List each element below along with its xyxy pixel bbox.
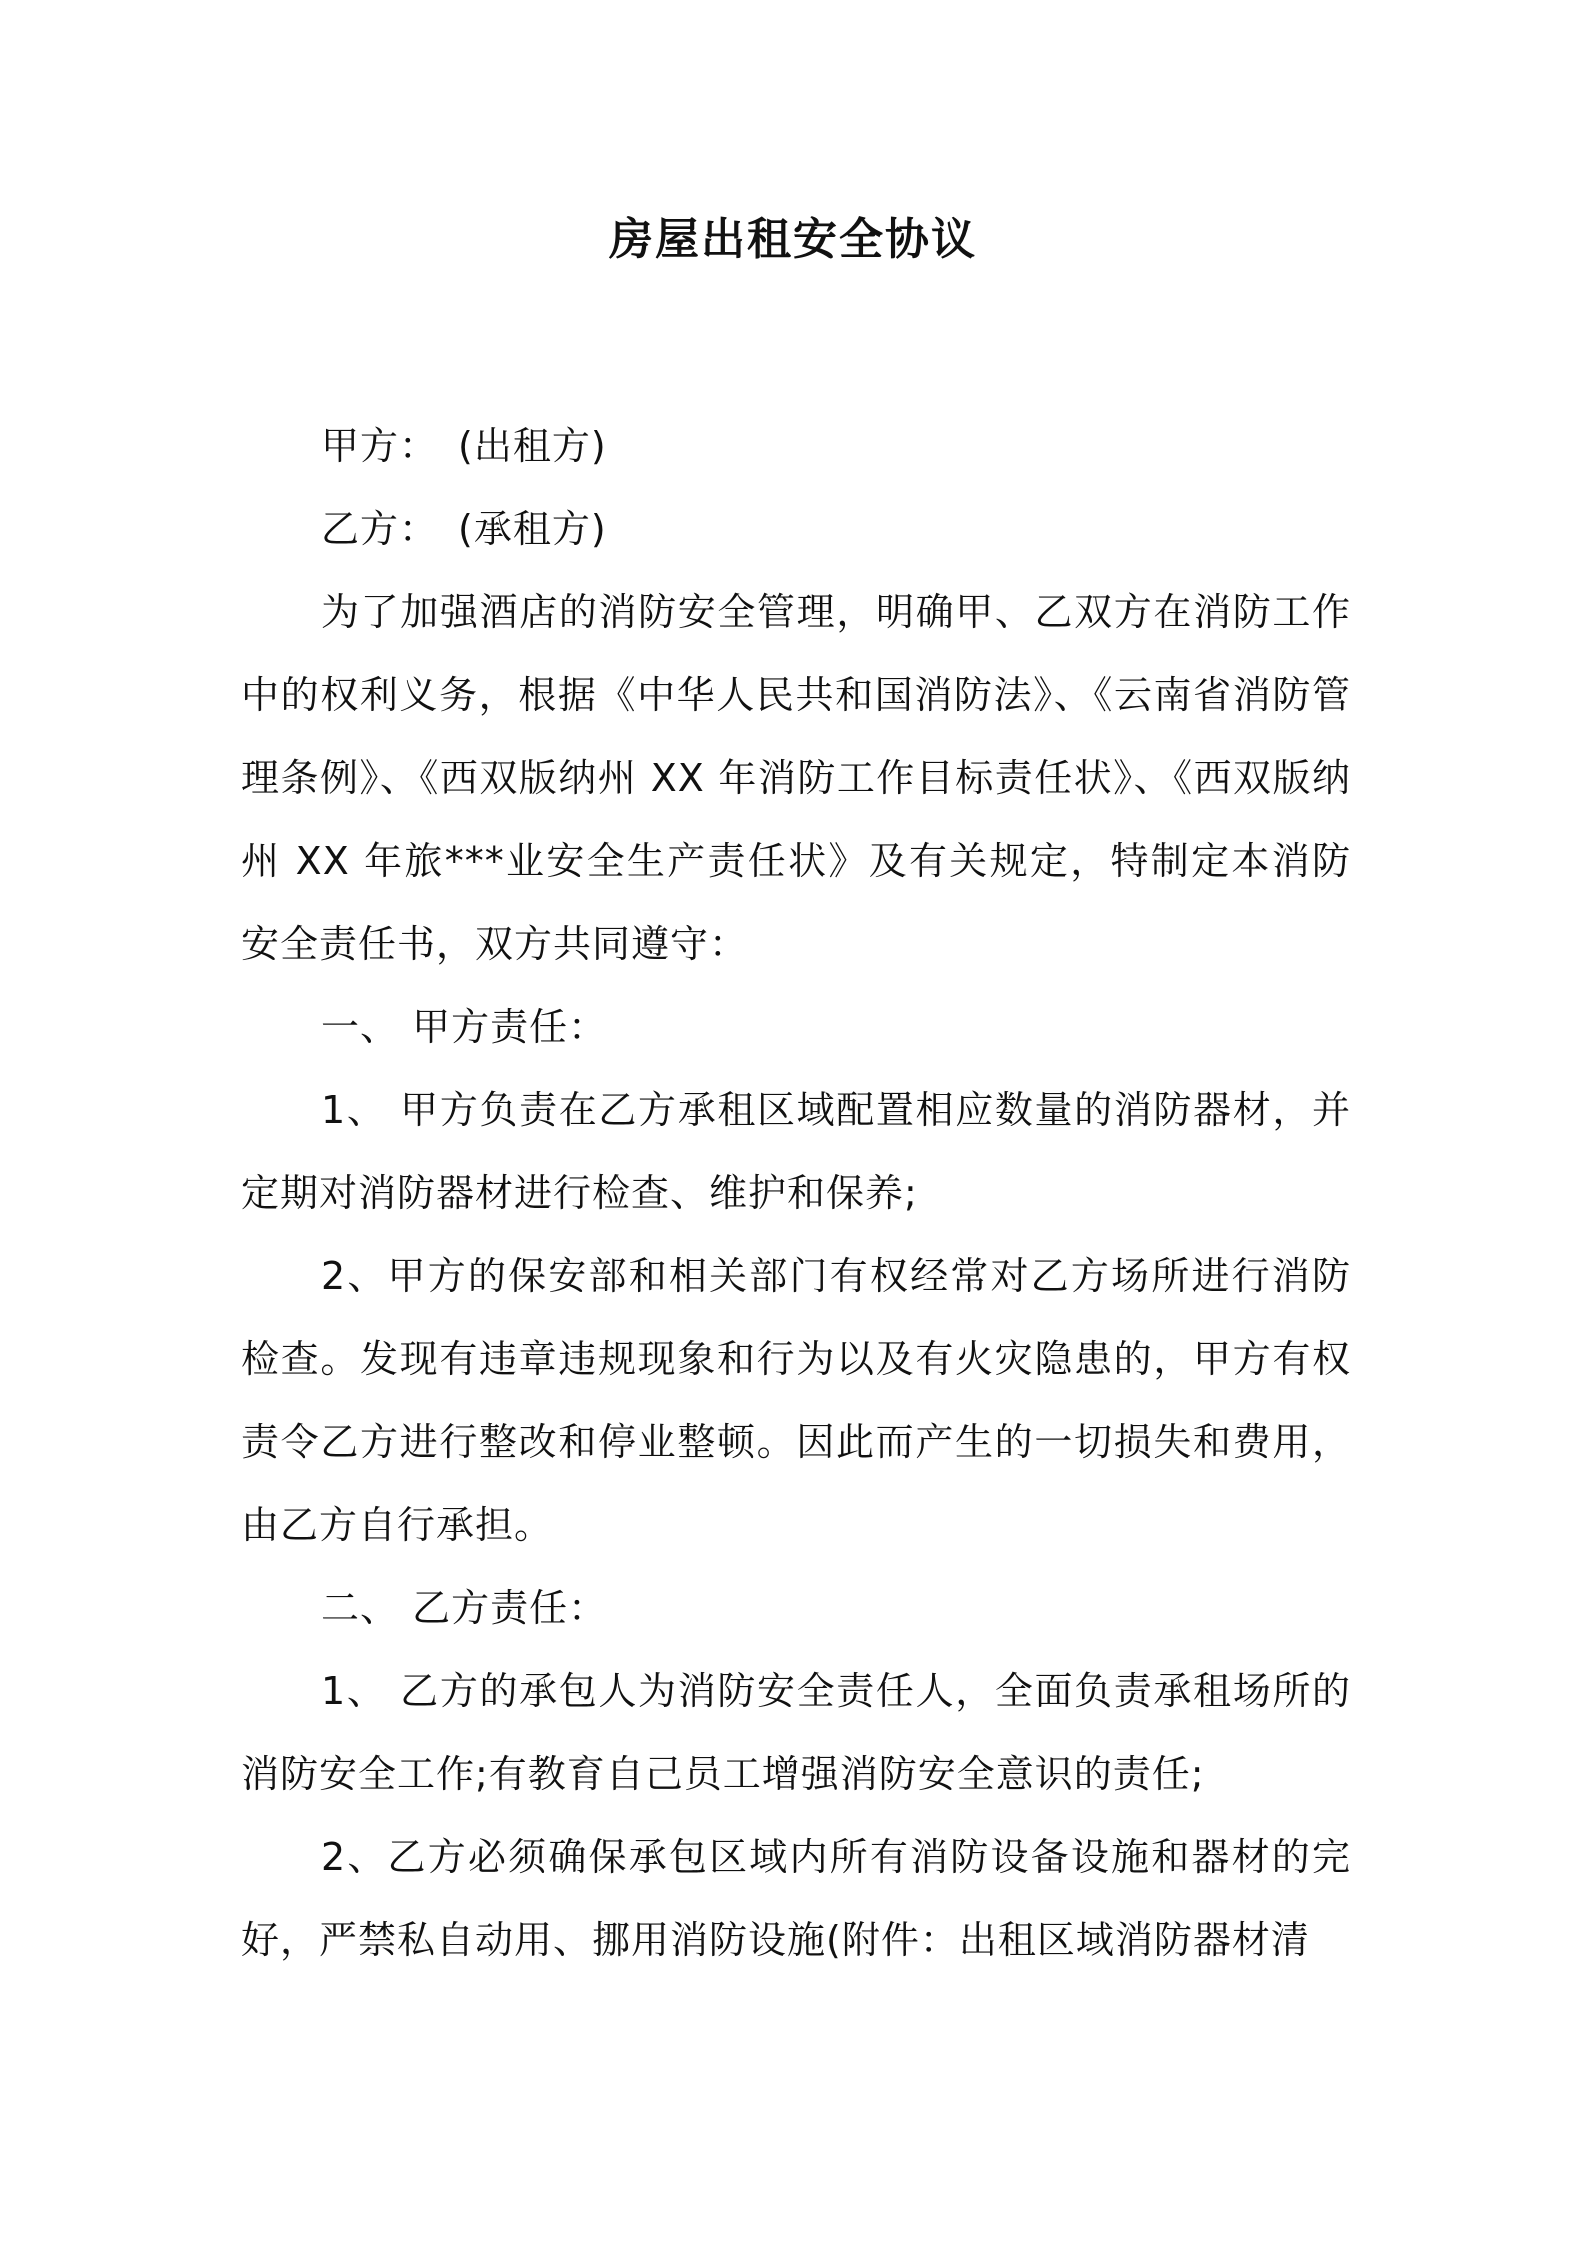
intro-paragraph: 为了加强酒店的消防安全管理，明确甲、乙双方在消防工作中的权利义务，根据《中华人民共和国消防法》、《云南省消防管理条例》、《西双版纳州 XX 年消防工作目标责任状》、《西双版纳州 XX 年旅***业安全生产责任状》及有关规定，特制定本消防安全责任书，双方共同遵守：: [241, 590, 1351, 966]
section-heading-party-a: 一、 甲方责任：: [321, 1005, 608, 1049]
clause-b1: 1、 乙方的承包人为消防安全责任人，全面负责承租场所的消防安全工作;有教育自己员工增强消防安全意识的责任;: [241, 1669, 1351, 1796]
clause-a2: 2、甲方的保安部和相关部门有权经常对乙方场所进行消防检查。发现有违章违规现象和行为以及有火灾隐患的，甲方有权责令乙方进行整改和停业整顿。因此而产生的一切损失和费用，由乙方自行承担。: [241, 1254, 1351, 1547]
clause-a1: 1、 甲方负责在乙方承租区域配置相应数量的消防器材，并定期对消防器材进行检查、维护和保养;: [241, 1088, 1351, 1215]
party-a-role: (出租方): [458, 424, 607, 468]
document-title: 房屋出租安全协议: [609, 214, 977, 265]
party-a-label: 甲方：: [321, 424, 439, 468]
party-b-label: 乙方：: [321, 507, 439, 551]
section-heading-party-b: 二、 乙方责任：: [321, 1586, 608, 1630]
party-b-role: (承租方): [458, 507, 607, 551]
clause-b2: 2、乙方必须确保承包区域内所有消防设备设施和器材的完好，严禁私自动用、挪用消防设施(附件：出租区域消防器材清: [241, 1835, 1351, 1962]
document-body: [241, 405, 1351, 1982]
party-b-line: [241, 488, 1351, 571]
party-a-line: [241, 405, 1351, 488]
